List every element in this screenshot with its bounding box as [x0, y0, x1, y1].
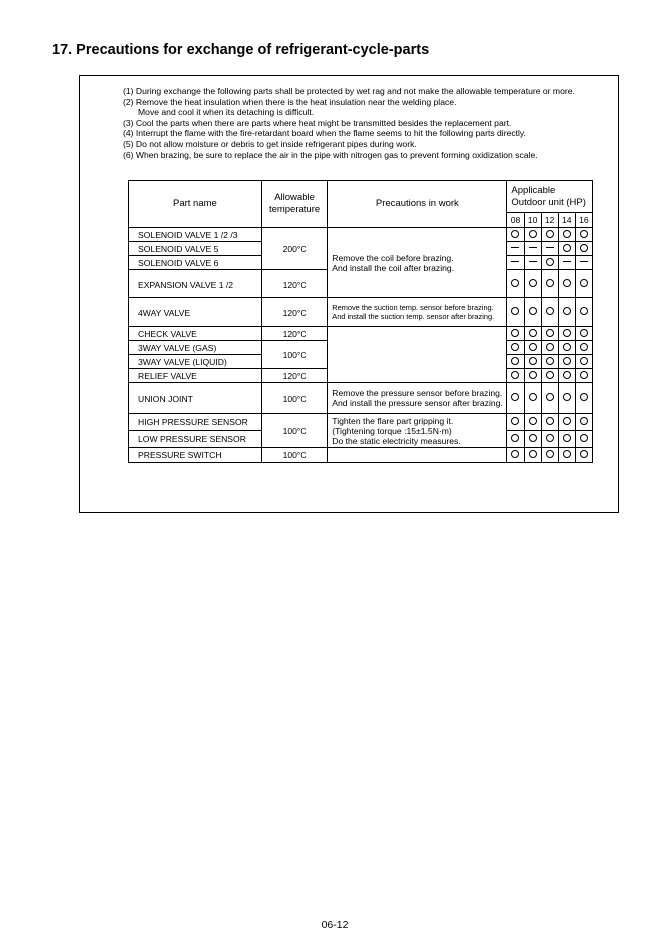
mark: [541, 228, 558, 242]
mark: [507, 369, 524, 383]
part-solenoid-valve-6: SOLENOID VALVE 6: [129, 256, 262, 270]
note-2-continued: Move and cool it when its detaching is difficult.: [138, 107, 315, 118]
hp-12: 12: [541, 213, 558, 228]
mark: [558, 298, 575, 327]
temp-check: 120°C: [261, 327, 327, 341]
header-allowable-temperature: [261, 181, 327, 228]
circle-mark-icon: [529, 329, 537, 337]
note-1: (1) During exchange the following parts shall be protected by wet rag and not make the allowable temperature or more.: [123, 86, 575, 96]
mark: [575, 341, 592, 355]
circle-mark-icon: [563, 279, 571, 287]
circle-mark-icon: [580, 343, 588, 351]
mark: [507, 256, 524, 270]
circle-mark-icon: [511, 329, 519, 337]
circle-mark-icon: [529, 343, 537, 351]
circle-mark-icon: [546, 357, 554, 365]
header-applicable-line2: Outdoor unit (HP): [511, 196, 586, 208]
precaution-pressure-line2: And install the pressure sensor after brazing.: [332, 398, 503, 408]
mark: [507, 355, 524, 369]
circle-mark-icon: [511, 343, 519, 351]
mark: [507, 242, 524, 256]
table-row: [129, 228, 593, 242]
precaution-flare-line1: Tighten the flare part gripping it.: [332, 415, 454, 426]
circle-mark-icon: [580, 371, 588, 379]
precaution-empty: [328, 327, 507, 383]
content-frame: [79, 75, 619, 513]
mark: [575, 383, 592, 414]
table-row: [129, 327, 593, 341]
mark: [507, 414, 524, 431]
table-row: [129, 383, 593, 414]
circle-mark-icon: [529, 393, 537, 401]
circle-mark-icon: [511, 279, 519, 287]
circle-mark-icon: [546, 371, 554, 379]
mark: [507, 327, 524, 341]
circle-mark-icon: [563, 329, 571, 337]
part-4way-valve: 4WAY VALVE: [129, 298, 262, 327]
header-allowable-line1: Allowable: [274, 192, 315, 203]
mark: [575, 327, 592, 341]
circle-mark-icon: [563, 357, 571, 365]
circle-mark-icon: [529, 279, 537, 287]
circle-mark-icon: [529, 417, 537, 425]
circle-mark-icon: [546, 230, 554, 238]
header-applicable: [507, 181, 593, 213]
mark: [524, 327, 541, 341]
mark: [575, 256, 592, 270]
hp-14: 14: [558, 213, 575, 228]
circle-mark-icon: [580, 244, 588, 252]
note-2: (2) Remove the heat insulation when there is the heat insulation near the welding place.: [123, 96, 457, 107]
circle-mark-icon: [529, 434, 537, 442]
circle-mark-icon: [511, 450, 519, 458]
circle-mark-icon: [546, 258, 554, 266]
mark: [541, 355, 558, 369]
note-3: (3) Cool the parts when there are parts where heat might be transmitted besides the replacement part.: [123, 117, 512, 128]
temp-expansion: 120°C: [261, 270, 327, 298]
precaution-suction: [328, 298, 507, 327]
circle-mark-icon: [580, 417, 588, 425]
precaution-flare-line2: (Tightening torque :15±1.5N·m): [332, 425, 452, 436]
dash-mark-icon: [529, 261, 537, 262]
circle-mark-icon: [580, 393, 588, 401]
circle-mark-icon: [511, 393, 519, 401]
mark: [558, 327, 575, 341]
circle-mark-icon: [546, 417, 554, 425]
part-solenoid-valve-5: SOLENOID VALVE 5: [129, 242, 262, 256]
mark: [575, 355, 592, 369]
circle-mark-icon: [580, 450, 588, 458]
mark: [575, 228, 592, 242]
temp-solenoid: 200°C: [261, 228, 327, 270]
circle-mark-icon: [511, 417, 519, 425]
mark: [541, 242, 558, 256]
part-union-joint: UNION JOINT: [129, 383, 262, 414]
part-relief-valve: RELIEF VALVE: [129, 369, 262, 383]
precaution-pressure: [328, 383, 507, 414]
circle-mark-icon: [511, 434, 519, 442]
header-applicable-line1: Applicable: [511, 184, 556, 196]
dash-mark-icon: [580, 261, 588, 262]
temp-pressure-switch: 100°C: [261, 448, 327, 463]
temp-union: 100°C: [261, 383, 327, 414]
circle-mark-icon: [529, 357, 537, 365]
mark: [575, 298, 592, 327]
precaution-notes: [123, 86, 575, 160]
mark: [541, 327, 558, 341]
parts-table: [128, 180, 593, 463]
mark: [558, 270, 575, 298]
circle-mark-icon: [563, 434, 571, 442]
circle-mark-icon: [511, 357, 519, 365]
dash-mark-icon: [563, 261, 571, 262]
precaution-flare-line3: Do the static electricity measures.: [332, 435, 461, 446]
precaution-coil-line1: Remove the coil before brazing.: [332, 252, 454, 263]
mark: [575, 270, 592, 298]
mark: [507, 448, 524, 463]
mark: [558, 369, 575, 383]
hp-08: 08: [507, 213, 524, 228]
mark: [524, 414, 541, 431]
mark: [507, 270, 524, 298]
precaution-empty: [328, 448, 507, 463]
part-expansion-valve: EXPANSION VALVE 1 /2: [129, 270, 262, 298]
mark: [507, 228, 524, 242]
circle-mark-icon: [563, 450, 571, 458]
circle-mark-icon: [511, 371, 519, 379]
mark: [558, 341, 575, 355]
circle-mark-icon: [580, 307, 588, 315]
circle-mark-icon: [529, 371, 537, 379]
precaution-suction-line1: Remove the suction temp. sensor before brazing.: [332, 302, 494, 312]
mark: [541, 270, 558, 298]
dash-mark-icon: [529, 247, 537, 248]
mark: [558, 256, 575, 270]
mark: [507, 298, 524, 327]
precaution-coil: [328, 228, 507, 298]
mark: [541, 341, 558, 355]
page-title: 17. Precautions for exchange of refrigerant-cycle-parts: [52, 42, 430, 58]
hp-16: 16: [575, 213, 592, 228]
mark: [575, 431, 592, 448]
part-check-valve: CHECK VALVE: [129, 327, 262, 341]
mark: [524, 270, 541, 298]
circle-mark-icon: [529, 450, 537, 458]
mark: [575, 369, 592, 383]
temp-sensors: 100°C: [261, 414, 327, 448]
mark: [507, 383, 524, 414]
circle-mark-icon: [511, 230, 519, 238]
mark: [524, 431, 541, 448]
temp-3way: 100°C: [261, 341, 327, 369]
table-row: [129, 298, 593, 327]
circle-mark-icon: [563, 244, 571, 252]
table-row: [129, 448, 593, 463]
mark: [541, 256, 558, 270]
mark: [558, 228, 575, 242]
mark: [524, 228, 541, 242]
mark: [524, 298, 541, 327]
mark: [541, 298, 558, 327]
note-6: (6) When brazing, be sure to replace the air in the pipe with nitrogen gas to prevent forming oxidization scale.: [123, 149, 538, 160]
mark: [541, 431, 558, 448]
dash-mark-icon: [546, 247, 554, 248]
circle-mark-icon: [580, 357, 588, 365]
part-pressure-switch: PRESSURE SWITCH: [129, 448, 262, 463]
mark: [524, 448, 541, 463]
mark: [541, 383, 558, 414]
mark: [558, 431, 575, 448]
mark: [558, 355, 575, 369]
circle-mark-icon: [546, 450, 554, 458]
part-3way-valve-gas: 3WAY VALVE (GAS): [129, 341, 262, 355]
mark: [507, 431, 524, 448]
dash-mark-icon: [511, 247, 519, 248]
circle-mark-icon: [546, 343, 554, 351]
part-solenoid-valve-123: SOLENOID VALVE 1 /2 /3: [129, 228, 262, 242]
note-4: (4) Interrupt the flame with the fire-retardant board when the flame seems to hit the following parts directly.: [123, 128, 526, 139]
circle-mark-icon: [546, 307, 554, 315]
mark: [524, 341, 541, 355]
circle-mark-icon: [580, 230, 588, 238]
circle-mark-icon: [529, 230, 537, 238]
part-3way-valve-liquid: 3WAY VALVE (LIQUID): [129, 355, 262, 369]
table-row: [129, 414, 593, 431]
mark: [541, 369, 558, 383]
circle-mark-icon: [563, 393, 571, 401]
circle-mark-icon: [563, 230, 571, 238]
circle-mark-icon: [529, 307, 537, 315]
mark: [575, 414, 592, 431]
circle-mark-icon: [546, 329, 554, 337]
part-high-pressure-sensor: HIGH PRESSURE SENSOR: [129, 414, 262, 431]
mark: [507, 341, 524, 355]
mark: [541, 414, 558, 431]
circle-mark-icon: [546, 393, 554, 401]
mark: [524, 383, 541, 414]
mark: [575, 448, 592, 463]
circle-mark-icon: [580, 279, 588, 287]
precaution-flare: [328, 414, 507, 448]
circle-mark-icon: [563, 343, 571, 351]
precaution-coil-line2: And install the coil after brazing.: [332, 262, 455, 273]
note-5: (5) Do not allow moisture or debris to get inside refrigerant pipes during work.: [123, 138, 417, 149]
header-allowable-line2: temperature: [268, 204, 321, 215]
precaution-pressure-line1: Remove the pressure sensor before brazing.: [332, 388, 503, 398]
precaution-suction-line2: And install the suction temp. sensor after brazing.: [332, 312, 495, 321]
mark: [558, 383, 575, 414]
temp-relief: 120°C: [261, 369, 327, 383]
hp-10: 10: [524, 213, 541, 228]
circle-mark-icon: [563, 417, 571, 425]
page-number: 06-12: [321, 919, 349, 931]
part-low-pressure-sensor: LOW PRESSURE SENSOR: [129, 431, 262, 448]
mark: [524, 256, 541, 270]
circle-mark-icon: [546, 434, 554, 442]
temp-4way: 120°C: [261, 298, 327, 327]
mark: [558, 448, 575, 463]
mark: [524, 369, 541, 383]
circle-mark-icon: [580, 329, 588, 337]
mark: [541, 448, 558, 463]
mark: [575, 242, 592, 256]
circle-mark-icon: [546, 279, 554, 287]
mark: [524, 355, 541, 369]
header-precautions: Precautions in work: [328, 181, 507, 228]
circle-mark-icon: [580, 434, 588, 442]
mark: [558, 414, 575, 431]
mark: [558, 242, 575, 256]
dash-mark-icon: [511, 261, 519, 262]
mark: [524, 242, 541, 256]
circle-mark-icon: [511, 307, 519, 315]
header-part-name: Part name: [129, 181, 262, 228]
circle-mark-icon: [563, 371, 571, 379]
circle-mark-icon: [563, 307, 571, 315]
